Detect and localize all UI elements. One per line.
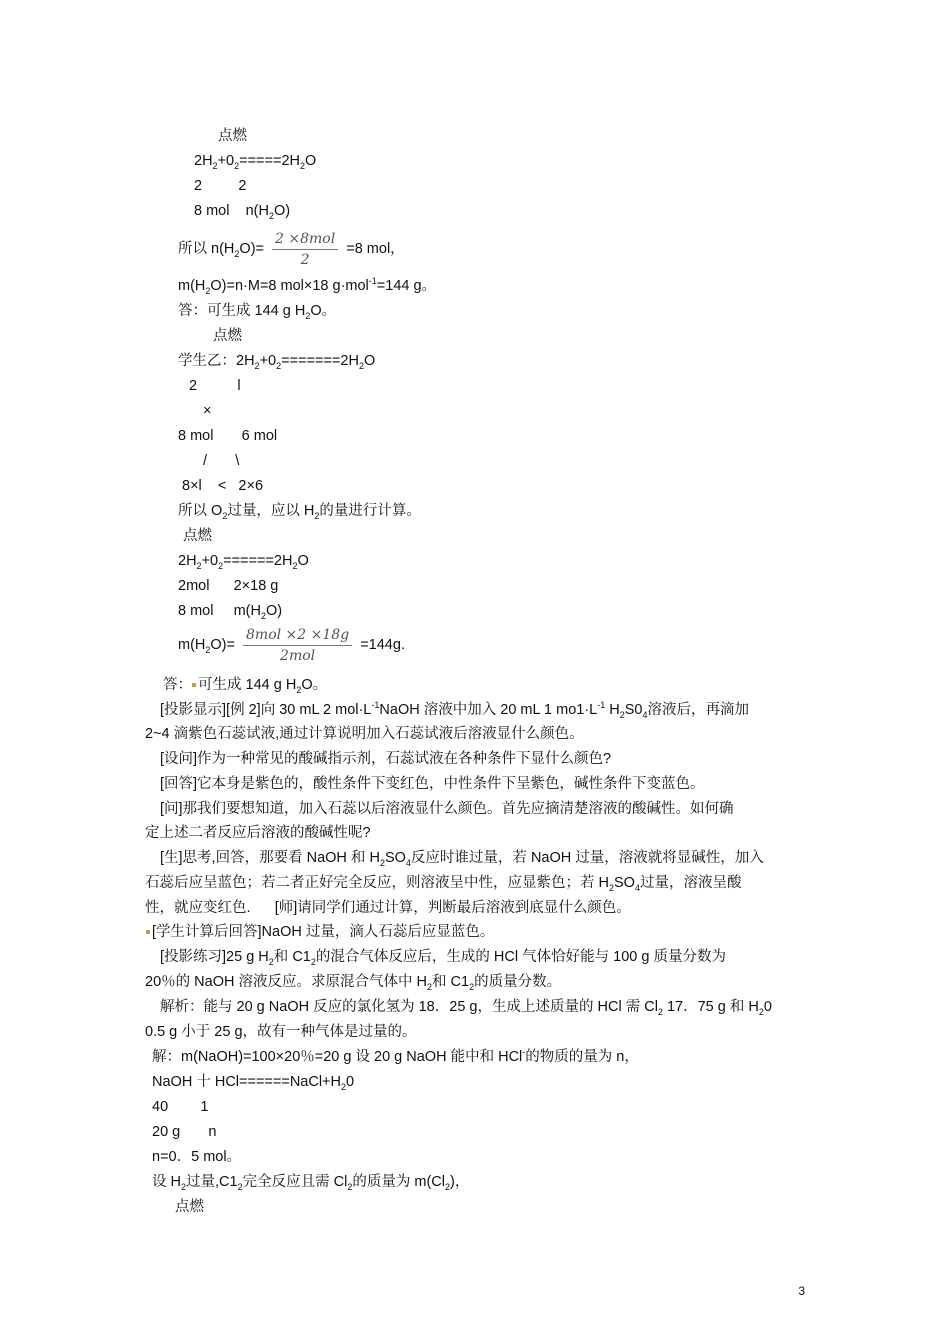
paragraph-analysis-cont: 0.5 g 小于 25 g，故有一种气体是过量的。 bbox=[145, 1024, 417, 1040]
slash-line: / \ bbox=[203, 453, 240, 469]
paragraph-answer: [回答]它本身是紫色的，酸性条件下变红色，中性条件下呈紫色，碱性条件下变蓝色。 bbox=[160, 776, 705, 792]
paragraph-exercise-cont: 20％的 NaOH 溶液反应。求原混合气体中 $H_2$和 $C1_2$的质量分数。 bbox=[145, 974, 562, 992]
paragraph-exercise: [投影练习]25 g $H_2$和 $C1_2$的混合气体反应后，生成的 HCl 气体恰好能与 100 g 质量分数为 bbox=[160, 949, 726, 967]
ignite-label: 点燃 bbox=[175, 1199, 204, 1215]
fraction-1: $\frac{\text{2 ×8mol}}{2}$ bbox=[272, 230, 338, 269]
fraction-line-2: $m(H_2O)=$ $\frac{\text{8mol ×2 ×18g}}{\text{2mol}}$ =144g. bbox=[178, 626, 405, 664]
answer-line: 答： 可生成 144 g $H_2O$。 bbox=[163, 677, 328, 695]
paragraph-analysis: 解析：能与 20 g NaOH 反应的氯化氢为 18．25 g，生成上述质量的 HCl 需 $Cl_2$ 17．75 g 和 $H_20$ bbox=[160, 999, 772, 1017]
coefficient-line: 40 1 bbox=[152, 1099, 209, 1115]
equation-line: 学生乙：$2H_2+0_2=======2H_2O$ bbox=[178, 353, 376, 371]
cross-mark: × bbox=[203, 403, 212, 419]
fraction-line-1: 所以 $n(H_2O)=$ $\frac{\text{2 ×8mol}}{2}$ =8 mol， bbox=[178, 230, 405, 268]
ignite-label: 点燃 bbox=[213, 328, 242, 344]
fraction-2: $\frac{\text{8mol ×2 ×18g}}{\text{2mol}}$ bbox=[243, 626, 352, 665]
equation-line: $2H_2+0_2=====2H_2O$ bbox=[194, 153, 317, 171]
solution-line: 解：m(NaOH)=100×20％=20 g 设 20 g NaOH 能中和 HCl-的物质的量为 n， bbox=[152, 1047, 639, 1065]
result-line: n=0．5 mol。 bbox=[152, 1149, 242, 1165]
page-number: 3 bbox=[798, 1284, 805, 1298]
paragraph-teacher-question: [问]那我们要想知道，加入石蕊以后溶液显什么颜色。首先应摘清楚溶液的酸碱性。如何确 bbox=[160, 801, 734, 817]
mol-line: 8 mol 6 mol bbox=[178, 428, 278, 444]
paragraph-example-2-cont: 2~4 滴紫色石蕊试液,通过计算说明加入石蕊试液后溶液显什么颜色。 bbox=[145, 726, 584, 742]
mass-line: $m(H_2O)=n\cdot M=8$ mol×18 g·mol$^{-1}$=144 g。 bbox=[178, 276, 437, 296]
paragraph-student: [生]思考,回答，那要看 NaOH 和 $H_2SO_4$反应时谁过量，若 NaOH 过量，溶液就将显碱性，加入 bbox=[160, 850, 764, 868]
mol-line: 20 g n bbox=[152, 1124, 217, 1140]
compare-line: 8×l < 2×6 bbox=[182, 478, 264, 494]
paragraph-question: [设问]作为一种常见的酸碱指示剂，石蕊试液在各种条件下显什么颜色? bbox=[160, 751, 612, 767]
mol-line: 8 mol $n(H_2O)$ bbox=[194, 203, 291, 221]
paragraph-example-2: [投影显示][例 2]向 30 mL 2 $mol\cdot L^{-1}NaOH$ 溶液中加入 20 mL 1 $mo1\cdot L^{-1}$ $H_2S0_4$溶液后，再滴加 bbox=[160, 700, 750, 720]
coefficient-line: 2 l bbox=[189, 378, 241, 394]
equation-line: NaOH 十 $HCl======NaCl+H_20$ bbox=[152, 1074, 355, 1092]
marker-icon bbox=[192, 683, 196, 687]
marker-icon bbox=[146, 930, 150, 934]
paragraph-student-cont: 石蕊后应呈蓝色；若二者正好完全反应，则溶液呈中性，应显紫色；若 $H_2SO_4$过量，溶液呈酸 bbox=[145, 875, 742, 893]
ignite-label: 点燃 bbox=[218, 128, 247, 144]
ignite-label: 点燃 bbox=[183, 528, 212, 544]
answer-line: 答：可生成 144 g $H_2O$。 bbox=[178, 303, 337, 321]
coefficient-line: 2 2 bbox=[194, 178, 247, 194]
assumption-line: 设 $H_2$过量$,C1_2$完全反应且需 $Cl_2$的质量为 $m(Cl_2)$， bbox=[152, 1174, 470, 1192]
excess-line: 所以 $O_2$过量，应以 $H_2$的量进行计算。 bbox=[178, 503, 421, 521]
mol-line: 8 mol $m(H_2O)$ bbox=[178, 603, 283, 621]
paragraph-student-result: [学生计算后回答]NaOH 过量，滴人石蕊后应显蓝色。 bbox=[146, 922, 494, 942]
coefficient-line: 2mol 2×18 g bbox=[178, 578, 279, 594]
equation-line: $2H_2+0_2======2H_2O$ bbox=[178, 553, 309, 571]
paragraph-teacher-question-cont: 定上述二者反应后溶液的酸碱性呢? bbox=[145, 825, 371, 841]
paragraph-student-cont: 性，就应变红色. [师]请同学们通过计算，判断最后溶液到底显什么颜色。 bbox=[145, 900, 631, 916]
